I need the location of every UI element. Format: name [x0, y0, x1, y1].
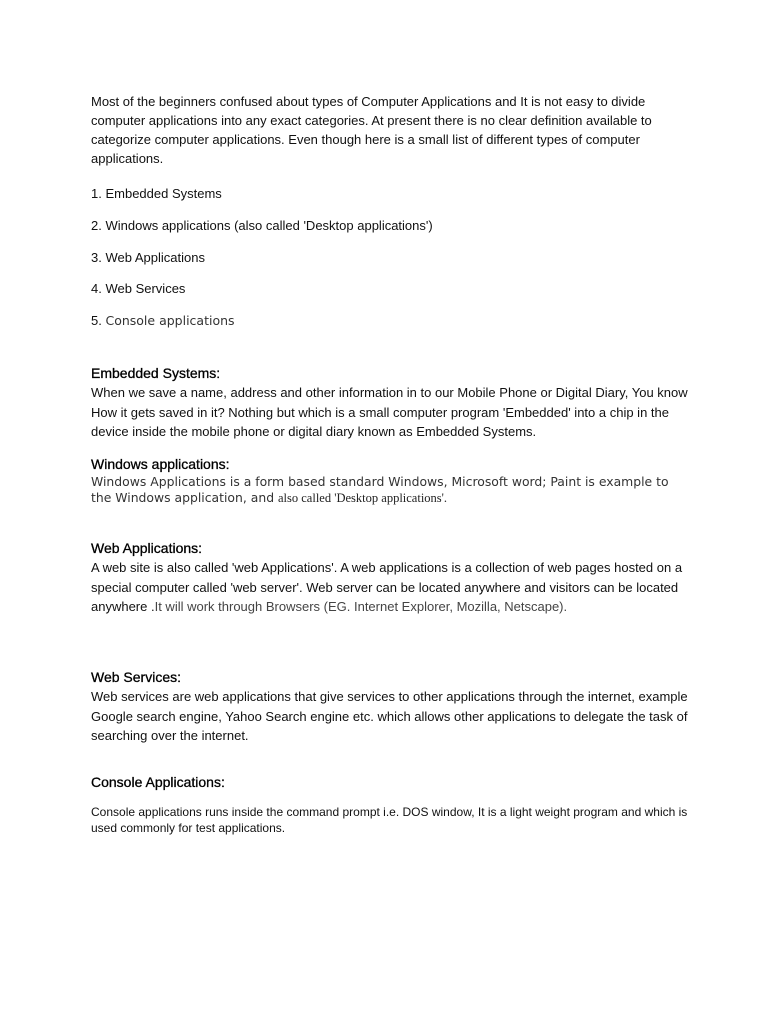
- section-heading: Console Applications:: [91, 774, 225, 790]
- list-item-number: 2.: [91, 217, 102, 233]
- section-heading: Embedded Systems:: [91, 365, 221, 381]
- section-body: Web services are web applications that give services to other applications through the internet, example Google search engine, Yahoo Search engine etc. which allows other applications to delegate the task of searching over the internet.: [91, 689, 688, 743]
- list-item: [91, 184, 433, 216]
- section-embedded-systems: [91, 363, 691, 442]
- list-item: [91, 216, 433, 248]
- list-item-number: 4.: [91, 281, 102, 297]
- list-item: [91, 248, 433, 280]
- section-web-services: [91, 667, 691, 746]
- list-item-label: Windows applications (also called 'Desktop applications'): [105, 217, 433, 233]
- list-item: [91, 279, 433, 311]
- section-body-tail: It will work through Browsers (EG. Internet Explorer, Mozilla, Netscape).: [154, 599, 568, 614]
- section-body-tail: also called 'Desktop applications'.: [278, 491, 448, 505]
- section-body: [91, 558, 691, 617]
- list-item-label: Console applications: [105, 313, 235, 329]
- section-body: When we save a name, address and other information in to our Mobile Phone or Digital Diary, You know How it gets saved in it? Nothing but which is a small computer program 'Embedded' into a chip in the device inside the mobile phone or digital diary known as Embedded Systems.: [91, 385, 688, 439]
- list-item-number: 3.: [91, 249, 102, 265]
- list-item-label: Embedded Systems: [105, 186, 222, 201]
- section-web-applications: [91, 538, 691, 617]
- section-console-applications: [91, 772, 691, 836]
- list-item-number: 5.: [91, 313, 102, 329]
- application-types-list: [91, 184, 433, 343]
- intro-paragraph: Most of the beginners confused about types of Computer Applications and It is not easy to divide computer applications into any exact categories. At present there is no clear definition available to categorize computer applications. Even though here is a small list of different types of computer applications.: [91, 94, 652, 166]
- section-heading: Web Services:: [91, 669, 181, 685]
- section-body-main: A web site is also called 'web Applications'. A web applications is a collection of web pages hosted on a special computer called 'web server'. Web server can be located anywhere and visitors can be located anywhere .: [91, 560, 683, 614]
- section-body-main: Windows Applications is a form based standard Windows, Microsoft word; Paint is example to the Windows application, and: [91, 474, 669, 505]
- list-item-label: Web Applications: [105, 249, 205, 265]
- list-item-label: Web Services: [105, 281, 186, 297]
- section-heading: Web Applications:: [91, 540, 203, 556]
- section-body: [91, 474, 691, 506]
- section-windows-applications: [91, 454, 691, 506]
- section-body: Console applications runs inside the command prompt i.e. DOS window, It is a light weight program and which is used commonly for test applications.: [91, 805, 688, 835]
- list-item-number: 1.: [91, 186, 102, 201]
- section-heading: Windows applications:: [91, 456, 230, 472]
- list-item: [91, 311, 433, 343]
